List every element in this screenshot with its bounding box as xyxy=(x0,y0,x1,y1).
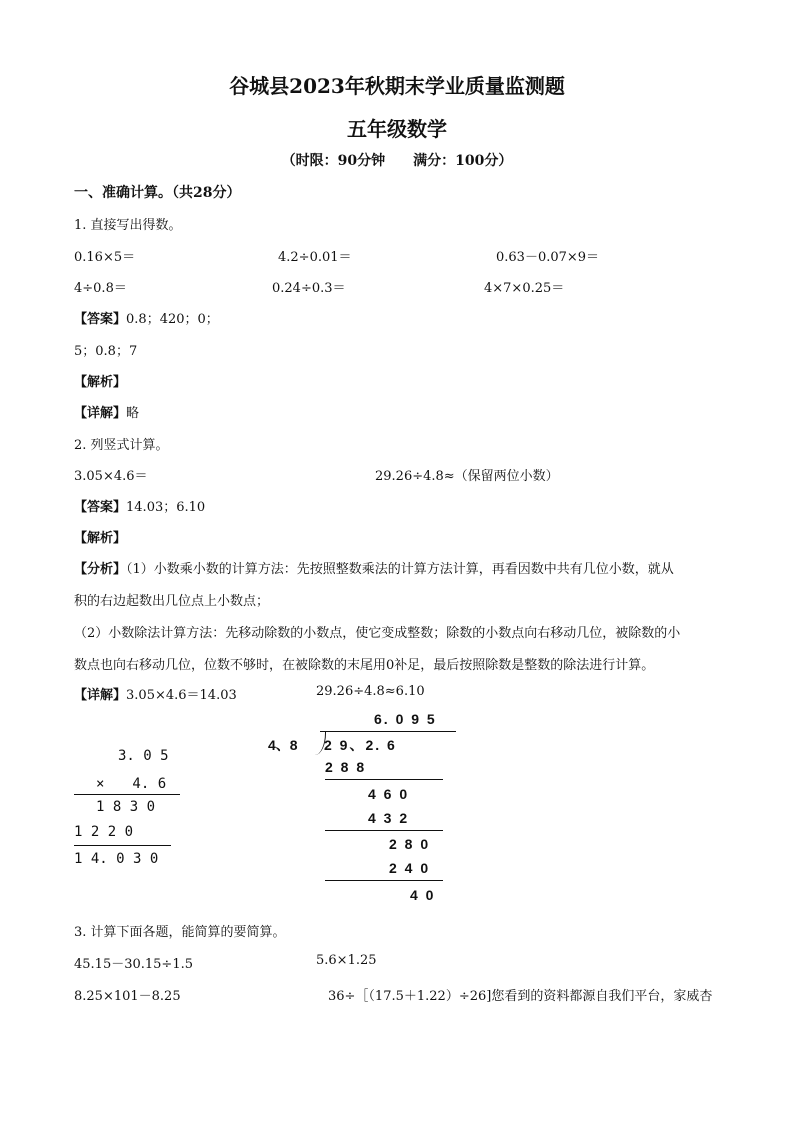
division-step: 4 6 0 xyxy=(368,786,410,802)
q2-detail xyxy=(74,684,237,703)
quotient: 6. 0 9 5 xyxy=(374,711,437,727)
analysis-text: （1）小数乘小数的计算方法：先按照整数乘法的计算方法计算，再看因数中共有几位小数，就从 xyxy=(126,562,674,577)
document-title: 谷城县2023年秋期末学业质量监测题 xyxy=(229,74,565,98)
q1-detail xyxy=(74,402,139,421)
detail-result: 29.26÷4.8≈6.10 xyxy=(316,684,425,699)
q2-item: 29.26÷4.8≈（保留两位小数） xyxy=(375,469,559,484)
q2-analysis-tag: 【解析】 xyxy=(74,531,127,546)
answer-tag: 【答案】 xyxy=(74,312,127,327)
detail-result: 3.05×4.6＝14.03 xyxy=(126,688,237,703)
division-step: 2 8 0 xyxy=(389,836,431,852)
division-step: 4 3 2 xyxy=(368,810,410,826)
q1-answer xyxy=(74,308,219,327)
q2-item: 3.05×4.6＝ xyxy=(74,469,148,484)
q2-answer xyxy=(74,496,205,515)
dividend: 2 9、2. 6 xyxy=(324,737,397,753)
product: 1 4. 0 3 0 xyxy=(74,851,159,867)
q1-item: 0.16×5＝ xyxy=(74,250,136,265)
q2-analysis-p1-cont: 积的右边起数出几位点上小数点； xyxy=(74,594,270,609)
detail-text: 略 xyxy=(126,406,140,421)
q1-item: 0.24÷0.3＝ xyxy=(272,281,346,296)
answer-tag: 【答案】 xyxy=(74,500,127,515)
q3-prompt: 3. 计算下面各题，能简算的要简算。 xyxy=(74,925,286,940)
analysis-tag: 【分析】 xyxy=(74,562,127,577)
partial-product: 1 8 3 0 xyxy=(96,799,156,815)
multiplication-rule xyxy=(74,845,171,846)
multiplication-rule xyxy=(74,794,180,795)
q2-analysis-p2: （2）小数除法计算方法：先移动除数的小数点，使它变成整数；除数的小数点向右移动几位，被除数的小 xyxy=(74,626,681,641)
divisor: 4、8 xyxy=(268,737,298,753)
subject-title: 五年级数学 xyxy=(347,117,447,141)
q3-item: 8.25×101－8.25 xyxy=(74,989,181,1004)
q1-item: 0.63－0.07×9＝ xyxy=(496,250,600,265)
exam-info: （时限：90分钟 满分：100分） xyxy=(281,153,513,169)
q1-item: 4.2÷0.01＝ xyxy=(278,250,352,265)
multiplicand: 3. 0 5 xyxy=(118,748,169,764)
division-step: 2 8 8 xyxy=(325,759,367,775)
q2-analysis-p2-cont: 数点也向右移动几位，位数不够时，在被除数的末尾用0补足，最后按照除数是整数的除法进行计算。 xyxy=(74,658,655,673)
division-step: 2 4 0 xyxy=(389,860,431,876)
q1-analysis-tag: 【解析】 xyxy=(74,375,127,390)
division-remainder: 4 0 xyxy=(410,887,436,903)
q1-item: 4×7×0.25＝ xyxy=(484,281,565,296)
section-heading: 一、准确计算。（共28分） xyxy=(74,185,241,201)
division-rule xyxy=(325,779,443,780)
division-rule xyxy=(325,830,443,831)
partial-product: 1 2 2 0 xyxy=(74,824,134,840)
q2-analysis-p1 xyxy=(74,558,674,577)
division-rule xyxy=(325,880,443,881)
multiplier: × 4. 6 xyxy=(96,776,167,792)
q1-answer-cont: 5；0.8；7 xyxy=(74,344,138,359)
detail-tag: 【详解】 xyxy=(74,688,127,703)
division-bracket-top xyxy=(320,731,456,732)
answer-text: 0.8；420；0； xyxy=(126,312,219,327)
q3-item: 36÷［（17.5＋1.22）÷26]您看到的资料都源自我们平台，家威杏 xyxy=(328,989,713,1004)
q1-item: 4÷0.8＝ xyxy=(74,281,127,296)
q2-prompt: 2. 列竖式计算。 xyxy=(74,438,169,453)
q3-item: 45.15－30.15÷1.5 xyxy=(74,957,193,972)
q1-prompt: 1. 直接写出得数。 xyxy=(74,218,182,233)
q3-item: 5.6×1.25 xyxy=(316,953,377,968)
detail-tag: 【详解】 xyxy=(74,406,127,421)
answer-text: 14.03；6.10 xyxy=(126,500,206,515)
